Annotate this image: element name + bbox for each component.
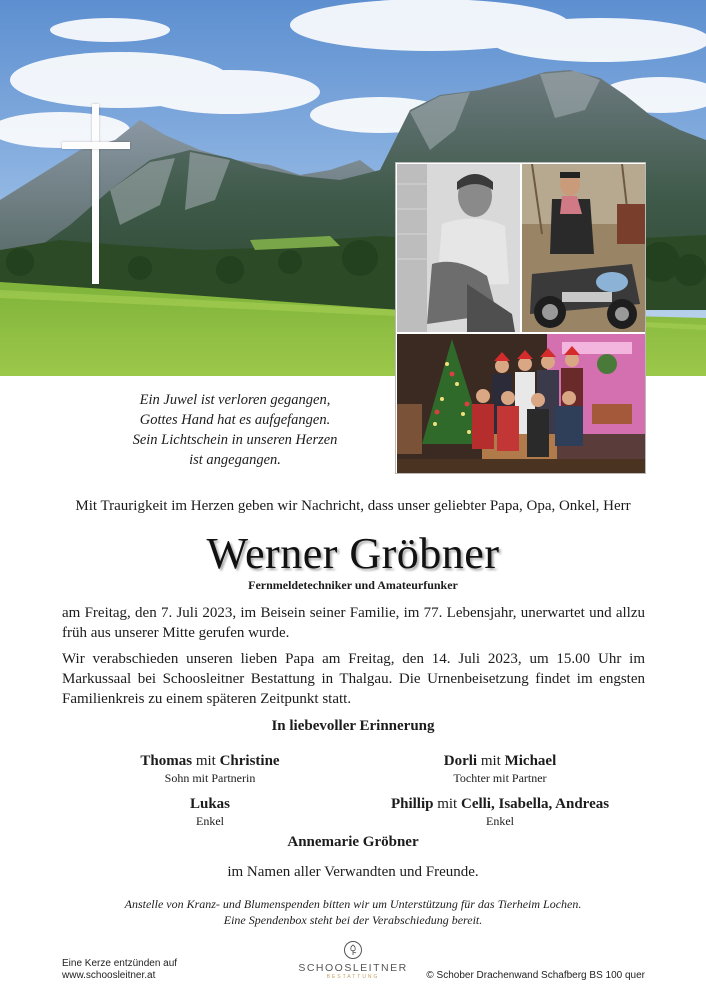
farewell-paragraph: Wir verabschieden unseren lieben Papa am Freitag, den 14. Juli 2023, um 15.00 Uhr im Markussaal bei Schoosleitner Bestattung in Thalgau. Die Urnenbeisetzung findet im engsten Familienkreis zu einem späteren Zeitpunkt statt. <box>62 651 645 707</box>
connector: mit <box>437 796 458 812</box>
mourner-name: Phillip <box>390 796 434 812</box>
death-notice-paragraph: am Freitag, den 7. Juli 2023, im Beisein seiner Familie, im 77. Lebensjahr, unerwartet und allzu früh aus unserer Mitte gerufen wurde. <box>62 605 645 641</box>
candle-link[interactable] <box>62 958 177 982</box>
portrait-photo-young <box>397 164 520 332</box>
mourner-name: Lukas <box>189 796 231 812</box>
donation-line: Eine Spendenbox steht bei der Verabschiedung bereit. <box>223 913 483 927</box>
donation-note <box>0 896 706 928</box>
mourner-phillip <box>370 795 630 829</box>
connector: mit <box>195 753 216 769</box>
poem-line: Sein Lichtschein in unseren Herzen <box>132 432 338 448</box>
mourner-relation: Enkel <box>196 814 224 828</box>
logo-subtitle: BESTATTUNG <box>326 974 380 980</box>
motorcycle-photo <box>522 164 645 332</box>
poem-line: Ein Juwel ist verloren gegangen, <box>139 392 331 408</box>
mourner-relation: Tochter mit Partner <box>453 771 547 785</box>
memorial-poem <box>90 390 380 470</box>
occupation: Fernmeldetechniker und Amateurfunker <box>248 578 458 592</box>
mourner-partner: Christine <box>219 753 280 769</box>
mourner-name: Thomas <box>140 753 193 769</box>
mourner-dorli <box>385 752 615 786</box>
schoosleitner-logo <box>293 940 413 981</box>
rose-icon <box>343 940 363 960</box>
mourner-annemarie <box>0 833 706 851</box>
photo-credit: © Schober Drachenwand Schafberg BS 100 quer <box>426 970 645 981</box>
family-christmas-photo <box>397 334 645 473</box>
candle-text: Eine Kerze entzünden auf <box>62 958 178 969</box>
connector: mit <box>480 753 501 769</box>
mourner-relation: Enkel <box>486 814 514 828</box>
mourner-lukas <box>100 795 320 829</box>
mourner-thomas <box>100 752 320 786</box>
donation-line: Anstelle von Kranz- und Blumenspenden bitten wir um Unterstützung für das Tierheim Lochen. <box>124 897 582 911</box>
mourner-partner: Celli, Isabella, Andreas <box>460 796 610 812</box>
deceased-name: Werner Gröbner <box>206 529 500 578</box>
mourners-heading: In liebevoller Erinnerung <box>271 718 435 734</box>
poem-line: Gottes Hand hat es aufgefangen. <box>139 412 331 428</box>
mourner-relation: Sohn mit Partnerin <box>164 771 256 785</box>
mourner-name: Annemarie Gröbner <box>287 834 419 850</box>
poem-line: ist angegangen. <box>189 452 281 468</box>
logo-name: SCHOOSLEITNER <box>298 962 408 974</box>
cross-icon <box>62 104 130 284</box>
website-link[interactable]: www.schoosleitner.at <box>62 970 156 981</box>
photo-collage <box>395 162 646 474</box>
mourner-partner: Michael <box>504 753 557 769</box>
mourner-name: Dorli <box>443 753 478 769</box>
family-line: im Namen aller Verwandten und Freunde. <box>227 864 479 880</box>
intro-text: Mit Traurigkeit im Herzen geben wir Nachricht, dass unser geliebter Papa, Opa, Onkel, Herr <box>75 498 631 514</box>
